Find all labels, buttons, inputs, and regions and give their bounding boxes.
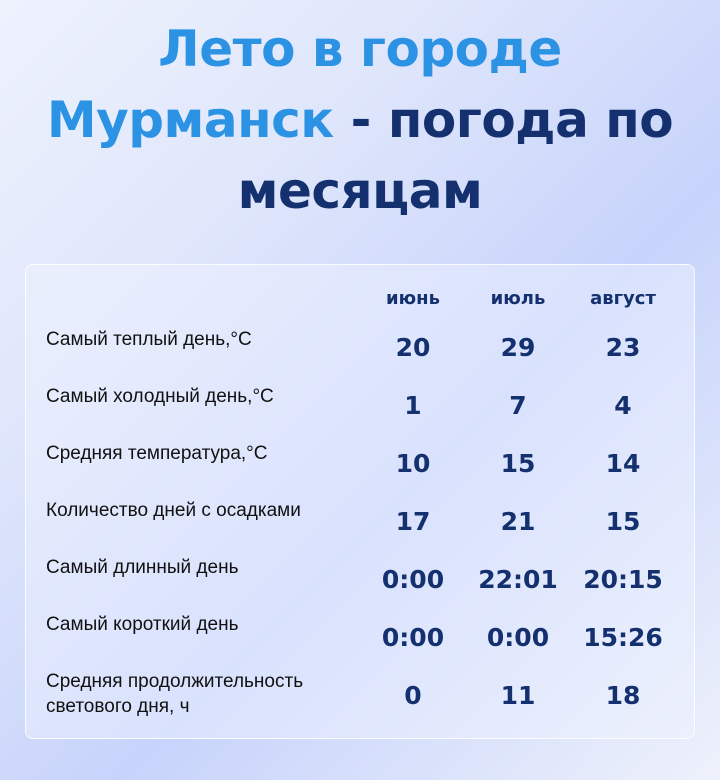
table-cell: 15 — [500, 449, 536, 478]
table-cell: 10 — [395, 449, 431, 478]
table-cell: 15:26 — [583, 623, 663, 652]
row-label-warmest-day: Самый теплый день,°C — [46, 329, 252, 350]
title-line-1: Лето в городе — [158, 20, 562, 78]
table-cell: 23 — [605, 333, 641, 362]
column-header-june: июнь — [386, 288, 440, 309]
table-cell: 20 — [395, 333, 431, 362]
table-cell: 4 — [614, 391, 632, 420]
row-label-longest-day: Самый длинный день — [46, 557, 239, 578]
title-rest: - погода по — [333, 91, 674, 149]
row-label-daylight-duration — [46, 669, 346, 719]
table-cell: 17 — [395, 507, 431, 536]
table-cell: 14 — [605, 449, 641, 478]
table-cell: 15 — [605, 507, 641, 536]
table-cell: 0 — [404, 681, 422, 710]
row-label-shortest-day: Самый короткий день — [46, 614, 239, 635]
row-label-coldest-day: Самый холодный день,°C — [46, 386, 274, 407]
table-cell: 0:00 — [381, 565, 445, 594]
table-cell: 0:00 — [486, 623, 550, 652]
row-label-line-2: светового дня, ч — [46, 696, 190, 717]
column-header-july: июль — [490, 288, 546, 309]
table-cell: 1 — [404, 391, 422, 420]
title-line-3: месяцам — [237, 162, 483, 220]
title-city: Мурманск — [46, 91, 334, 149]
table-cell: 21 — [500, 507, 536, 536]
table-cell: 7 — [509, 391, 527, 420]
table-cell: 22:01 — [478, 565, 558, 594]
row-label-average-temperature: Средняя температура,°C — [46, 443, 268, 464]
table-cell: 20:15 — [583, 565, 663, 594]
row-label-line-1: Средняя продолжительность — [46, 671, 304, 692]
weather-table — [25, 264, 695, 739]
table-cell: 11 — [500, 681, 536, 710]
table-cell: 29 — [500, 333, 536, 362]
table-cell: 0:00 — [381, 623, 445, 652]
table-cell: 18 — [605, 681, 641, 710]
row-label-rainy-days: Количество дней с осадками — [46, 500, 301, 521]
page-title — [0, 14, 720, 227]
column-header-august: август — [590, 288, 656, 309]
